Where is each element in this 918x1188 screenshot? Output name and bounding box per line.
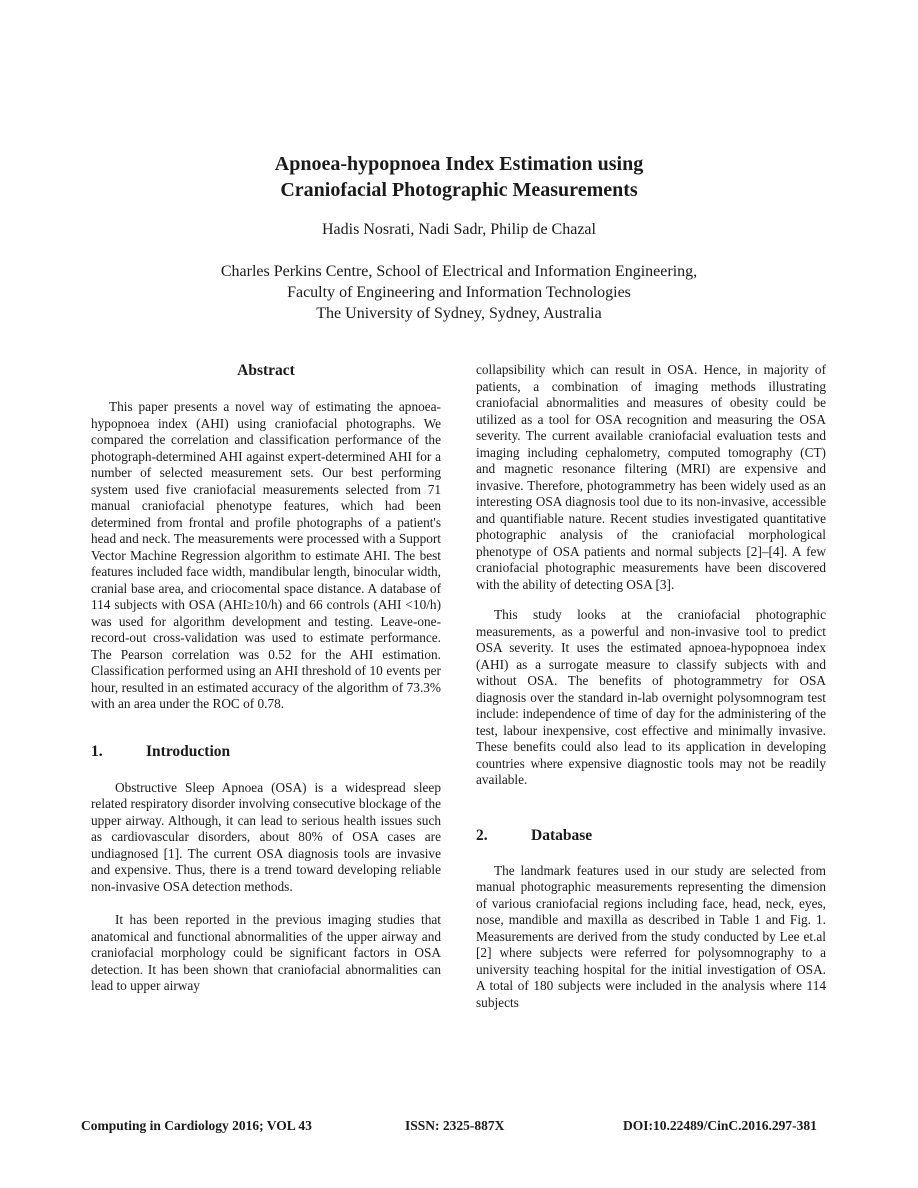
intro-paragraph-3: This study looks at the craniofacial photographic measurements, as a powerful and non-invasive tool to predict OSA severity. It uses the estimated apnoea-hypopnoea index (AHI) as a surrogate measure to classify subjects with and without OSA. The benefits of photogrammetry for OSA diagnosis over the standard in-lab overnight polysomnogram test include: independence of time of day for the administering of the test, labour inexpensive, cost effective and minimally invasive. These benefits could also lead to its application in developing countries where expensive diagnostic tools may not be readily available. <box>476 607 826 787</box>
introduction-heading <box>91 743 441 761</box>
footer-doi: DOI:10.22489/CinC.2016.297-381 <box>623 1118 817 1133</box>
title-line-2: Craniofacial Photographic Measurements <box>280 179 638 201</box>
section-number: 1. <box>91 742 103 760</box>
author-list: Hadis Nosrati, Nadi Sadr, Philip de Chazal <box>322 221 596 238</box>
intro-paragraph-2: It has been reported in the previous imaging studies that anatomical and functional abnormalities of the upper airway and craniofacial morphology could be significant factors in OSA detection. It has been shown that craniofacial abnormalities can lead to upper airway <box>91 912 441 993</box>
intro-paragraph-1: Obstructive Sleep Apnoea (OSA) is a widespread sleep related respiratory disorder involving consecutive blockage of the upper airway. Although, it can lead to serious health issues such as cardiovascular disorders, about 80% of OSA cases are undiagnosed [1]. The current OSA diagnosis tools are invasive and expensive. Thus, there is a trend toward developing reliable non-invasive OSA detection methods. <box>91 779 441 894</box>
section-title: Database <box>531 826 593 844</box>
affiliation <box>0 261 918 324</box>
paper-title <box>0 151 918 203</box>
abstract-text: This paper presents a novel way of estimating the apnoea-hypopnoea index (AHI) using craniofacial photographs. We compared the correlation and classification performance of the photograph-determined AHI against expert-determined AHI for a number of selected measurement sets. Our best performing system used five craniofacial measurements selected from 71 manual craniofacial phenotype features, which had been determined from frontal and profile photographs of a patient's head and neck. The measurements were processed with a Support Vector Machine Regression algorithm to estimate AHI. The best features included face width, mandibular length, binocular width, cranial base area, and criocomental space distance. A database of 114 subjects with OSA (AHI≥10/h) and 66 controls (AHI <10/h) was used for algorithm development and testing. Leave-one-record-out cross-validation was used to estimate performance. The Pearson correlation was 0.52 for the AHI estimation. Classification performed using an AHI threshold of 10 events per hour, resulted in an estimated accuracy of the algorithm of 73.3% with an area under the ROC of 0.78. <box>91 399 441 711</box>
affiliation-line-3: The University of Sydney, Sydney, Australia <box>316 305 602 322</box>
affiliation-line-1: Charles Perkins Centre, School of Electrical and Information Engineering, <box>220 263 698 280</box>
footer-journal: Computing in Cardiology 2016; VOL 43 <box>81 1118 312 1133</box>
database-heading <box>476 827 826 845</box>
section-number: 2. <box>476 826 488 844</box>
footer-issn: ISSN: 2325-887X <box>405 1118 505 1133</box>
title-line-1: Apnoea-hypopnoea Index Estimation using <box>274 153 644 175</box>
abstract-heading: Abstract <box>237 362 295 379</box>
affiliation-line-2: Faculty of Engineering and Information Technologies <box>287 284 631 301</box>
database-paragraph-1: The landmark features used in our study are selected from manual photographic measurements representing the dimension of various craniofacial regions including face, head, neck, eyes, nose, mandible and maxilla as described in Table 1 and Fig. 1. Measurements are derived from the study conducted by Lee et.al [2] where subjects were referred for polysomnography to a university teaching hospital for the initial investigation of OSA. A total of 180 subjects were included in the analysis where 114 subjects <box>476 862 826 1010</box>
section-title: Introduction <box>146 742 231 760</box>
intro-paragraph-2-continued: collapsibility which can result in OSA. Hence, in majority of patients, a combination of imaging methods illustrating craniofacial abnormalities and measures of obesity could be utilized as a tool for OSA recognition and measuring the OSA severity. The current available craniofacial evaluation tests and imaging including cephalometry, computed tomography (CT) and magnetic resonance filtering (MRI) are expensive and invasive. Therefore, photogrammetry has been widely used as an interesting OSA diagnosis tool due to its non-invasive, accessible and quantifiable nature. Recent studies investigated quantitative photographic analysis of the craniofacial morphological phenotype of OSA patients and normal subjects [2]–[4]. A few craniofacial photographic measurements have been discovered with the ability of detecting OSA [3]. <box>476 362 826 592</box>
right-column <box>476 362 826 1011</box>
left-column <box>91 362 441 995</box>
